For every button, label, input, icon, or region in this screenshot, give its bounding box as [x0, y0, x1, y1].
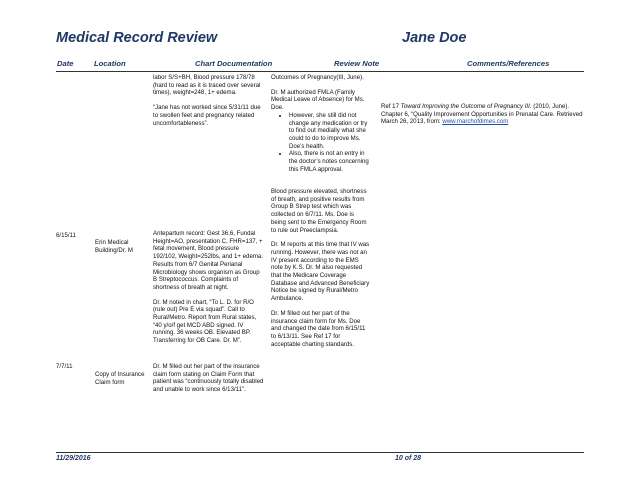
row0-chart-documentation [153, 74, 264, 134]
list-item: • Also, there is not an entry in the doctor’s notes concerning this FMLA approval. [289, 150, 370, 173]
column-review-note: Review Note [334, 59, 380, 68]
row1-chart-antepartum: Antepartum record: Gest 36.6, Fundal Height=AO, presentation C, FHR=137, + fetal movement, Blood pressure 192/102, Weight=252lbs, and 1+ edema. Results from 6/7 Genital Perianal Microbiology shows organism as Group B Streptococcus. Complaints of shortness of breath at night. [153, 230, 263, 291]
column-date: Date [57, 59, 74, 68]
row1-date: 6/15/11 [56, 232, 76, 239]
row1-review-bp: Blood pressure elevated, shortness of breath, and positive results from Group B Strep test which was collected on 6/7/11. Ms. Doe is being sent to the Emergency Room to rule out Preeclampsia. [271, 188, 367, 234]
reference-details: (2010, June). Chapter 6, “Quality Improvement Opportunities in Prenatal Care. Retrieved March 26, 2013, from: [381, 103, 583, 126]
column-chart-documentation: Chart Documentation [195, 59, 273, 68]
row1-review-note [271, 188, 370, 355]
footer-date: 11/29/2016 [56, 455, 91, 462]
row1-location: Erin Medical Building/Dr. M [95, 239, 133, 254]
row2-date: 7/7/11 [56, 363, 73, 370]
row0-review-note [271, 74, 370, 173]
reference-link[interactable]: www.marchofdimes.com [442, 118, 509, 126]
column-location: Location [94, 59, 126, 68]
document-title: Medical Record Review [56, 30, 218, 46]
row0-review-fmla: Dr. M authorized FMLA (Family Medical Leave of Absence) for Ms. Doe. [271, 88, 365, 112]
row2-chart-text: Dr. M filled out her part of the insurance claim form stating on Claim Form that patient was “continuously totally disabled and unable to work since 6/13/11”. [153, 363, 264, 394]
row0-review-text: Outcomes of Pregnancy(III, June). [271, 74, 364, 81]
reference-title: Toward Improving the Outcome of Pregnancy III. [400, 103, 532, 110]
row1-review-claim: Dr. M filled out her part of the insurance claim form for Ms. Doe and changed the date from 6/15/11 to 6/13/11. See Ref 17 for acceptable charting standards. [271, 309, 366, 348]
footer-divider [56, 452, 584, 453]
row1-chart-documentation [153, 230, 264, 352]
row2-chart-documentation [153, 363, 264, 401]
row0-comments-references [381, 103, 586, 126]
row0-chart-quote: “Jane has not worked since 5/31/11 due to swollen feet and pregnancy related uncomfortableness”. [153, 104, 261, 127]
row0-chart-text: labor S/S+BH, Blood pressure 178/78 (hard to read as it is traced over several times), weight=248, 1+ edema. [153, 74, 261, 97]
row1-review-iv: Dr. M reports at this time that IV was running. However, there was not an IV present according to the EMS note by K.S. Dr. M also requested that the Medicare Coverage Database and Advanced Beneficiary Notice be signed by Rural/Metro Ambulance. [271, 241, 370, 303]
page-number: 10 of 28 [395, 455, 422, 462]
list-item: • However, she still did not change any medication or try to find out medially what she could to do to improve Ms. Doe’s health. [289, 112, 370, 151]
column-header-row [56, 59, 584, 72]
row2-location: Copy of Insurance Claim form [95, 371, 145, 386]
row1-chart-note: Dr. M noted in chart, “To L. D. for R/O (rule out) Pre E via squad”. Call to Rural/Metro. Report from Rural states, “40 y/o/f get MCD ABD signed. IV running. 36 weeks OB. Elevated BP. Transferring for OB Care. Dr. M”. [153, 298, 257, 345]
column-comments-references: Comments/References [467, 59, 550, 68]
patient-name: Jane Doe [402, 30, 467, 46]
reference-prefix: Ref 17 [381, 103, 401, 110]
row0-review-bullets [271, 112, 370, 174]
